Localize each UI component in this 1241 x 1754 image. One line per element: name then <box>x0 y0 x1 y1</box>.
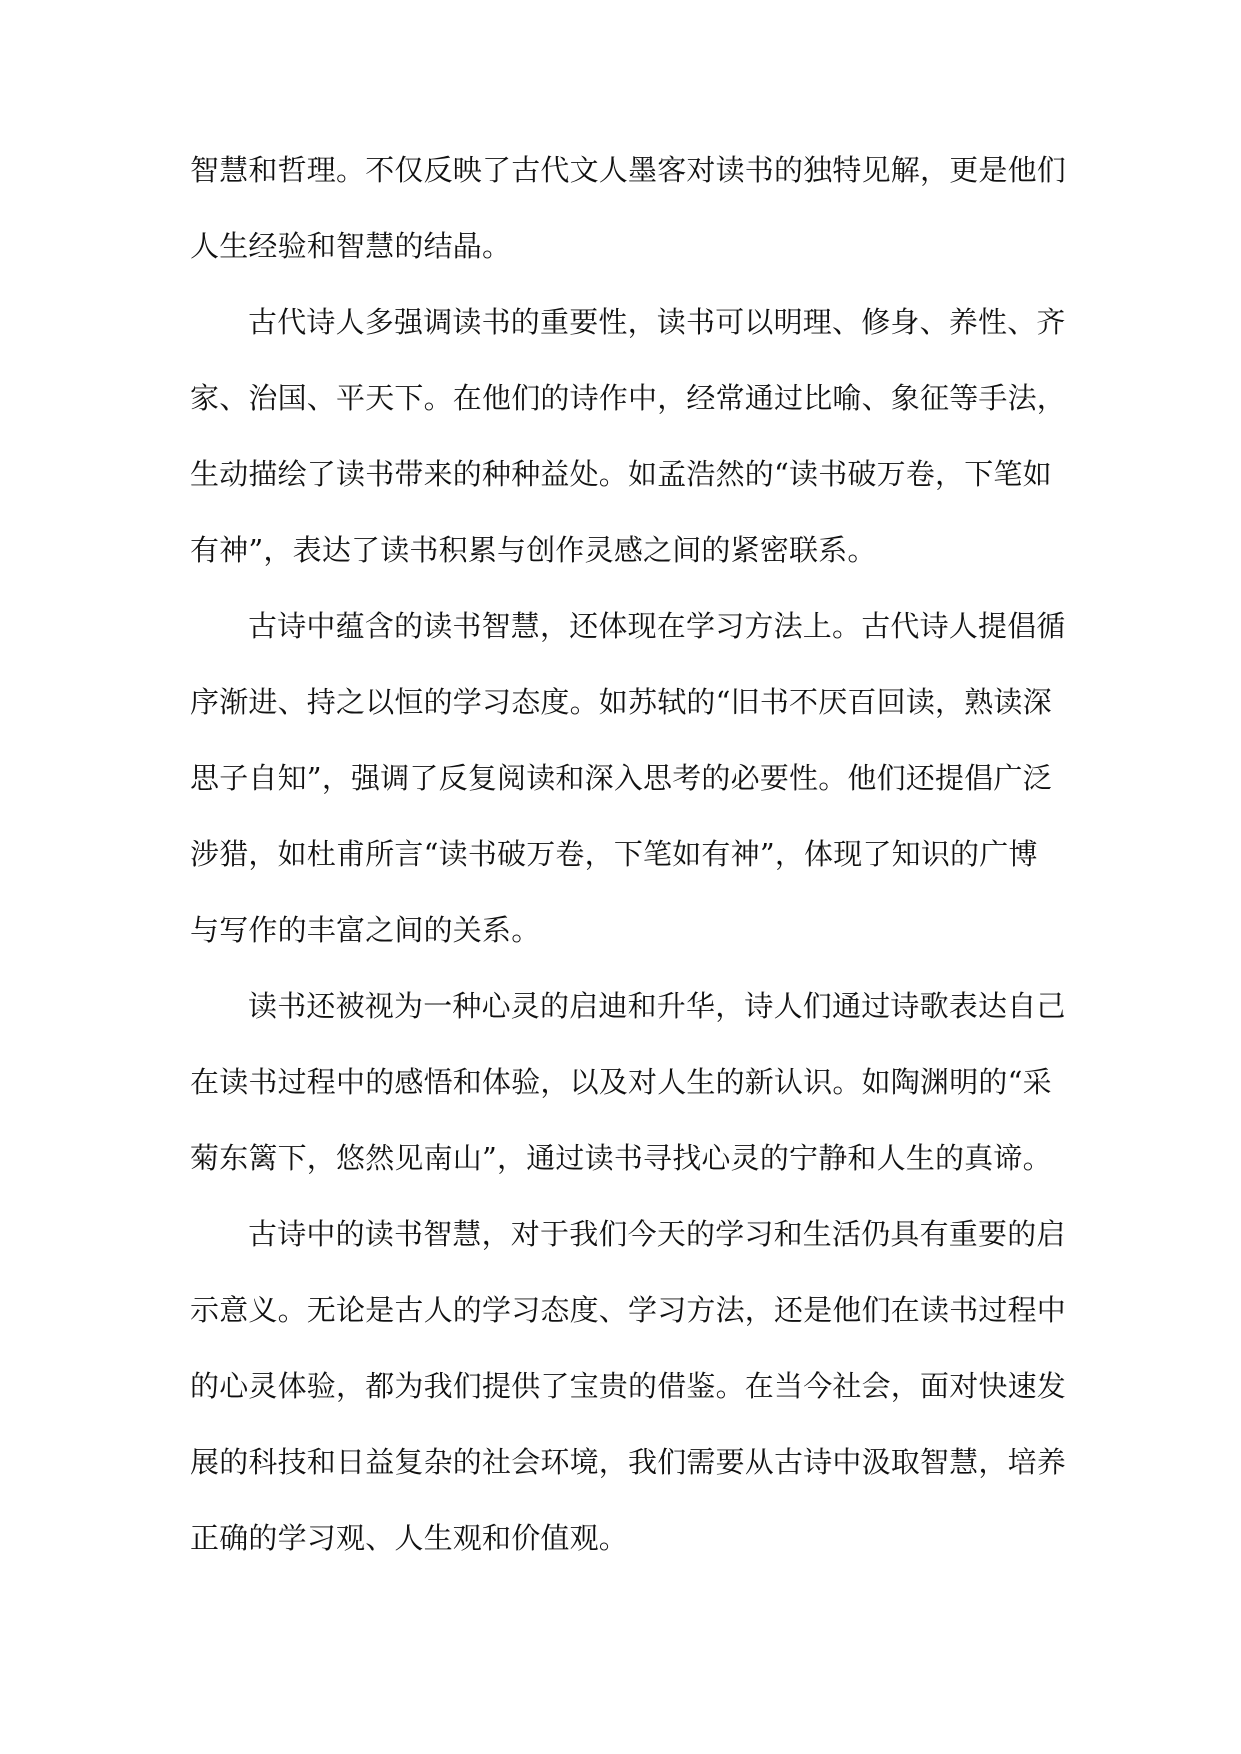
text-line: 有神”，表达了读书积累与创作灵感之间的紧密联系。 <box>190 533 877 567</box>
text-line: 读书还被视为一种心灵的启迪和升华，诗人们通过诗歌表达自己 <box>248 989 1066 1023</box>
document-body <box>190 142 1070 1586</box>
text-line: 古代诗人多强调读书的重要性，读书可以明理、修身、养性、齐 <box>248 305 1066 339</box>
text-line: 的心灵体验，都为我们提供了宝贵的借鉴。在当今社会，面对快速发 <box>190 1369 1067 1403</box>
paragraph-spiritual-enlightenment <box>190 978 1070 1206</box>
text-line: 在读书过程中的感悟和体验，以及对人生的新认识。如陶渊明的“采 <box>190 1065 1052 1099</box>
text-line: 菊东篱下，悠然见南山”，通过读书寻找心灵的宁静和人生的真谛。 <box>190 1141 1052 1175</box>
text-line: 人生经验和智慧的结晶。 <box>190 229 512 263</box>
text-line: 涉猎，如杜甫所言“读书破万卷，下笔如有神”，体现了知识的广博 <box>190 837 1038 871</box>
text-line: 智慧和哲理。不仅反映了古代文人墨客对读书的独特见解，更是他们 <box>190 153 1067 187</box>
text-line: 家、治国、平天下。在他们的诗作中，经常通过比喻、象征等手法， <box>190 381 1067 415</box>
text-line: 古诗中的读书智慧，对于我们今天的学习和生活仍具有重要的启 <box>248 1217 1066 1251</box>
paragraph-importance-of-reading <box>190 294 1070 598</box>
text-line: 思子自知”，强调了反复阅读和深入思考的必要性。他们还提倡广泛 <box>190 761 1052 795</box>
text-line: 正确的学习观、人生观和价值观。 <box>190 1521 629 1555</box>
text-line: 示意义。无论是古人的学习态度、学习方法，还是他们在读书过程中 <box>190 1293 1067 1327</box>
paragraph-learning-methods <box>190 598 1070 978</box>
text-line: 与写作的丰富之间的关系。 <box>190 913 541 947</box>
text-line: 古诗中蕴含的读书智慧，还体现在学习方法上。古代诗人提倡循 <box>248 609 1066 643</box>
text-line: 序渐进、持之以恒的学习态度。如苏轼的“旧书不厌百回读，熟读深 <box>190 685 1052 719</box>
paragraph-continued <box>190 142 1070 294</box>
paragraph-modern-significance <box>190 1206 1070 1586</box>
text-line: 生动描绘了读书带来的种种益处。如孟浩然的“读书破万卷，下笔如 <box>190 457 1052 491</box>
text-line: 展的科技和日益复杂的社会环境，我们需要从古诗中汲取智慧，培养 <box>190 1445 1067 1479</box>
